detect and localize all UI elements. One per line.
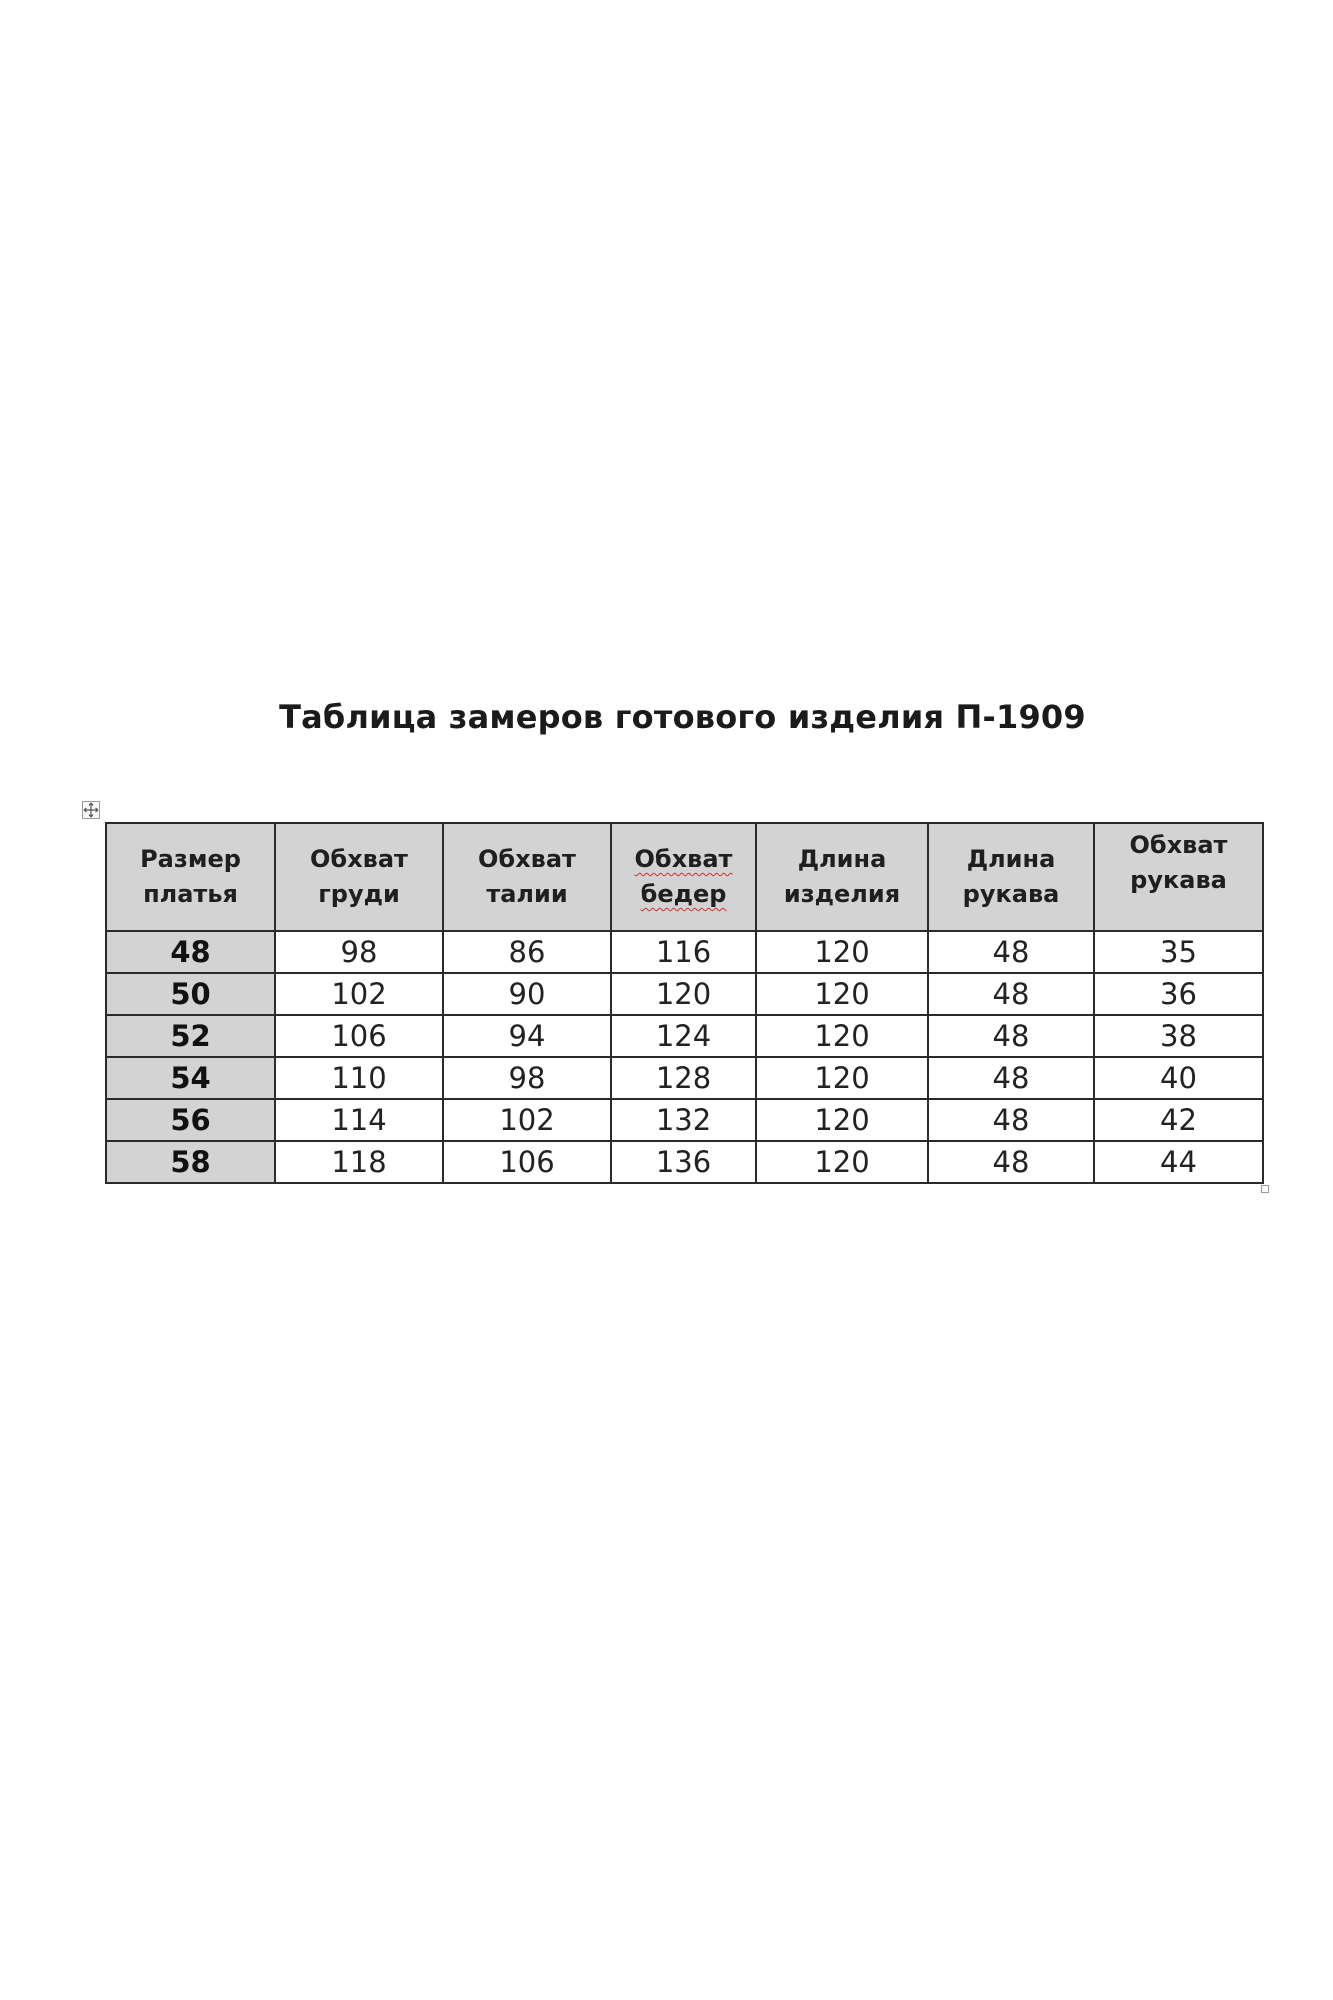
table-move-icon[interactable] <box>82 801 100 819</box>
table-cell: 48 <box>928 931 1094 973</box>
table-cell: 48 <box>928 973 1094 1015</box>
table-cell: 38 <box>1094 1015 1263 1057</box>
size-cell: 50 <box>106 973 275 1015</box>
table-cell: 132 <box>611 1099 756 1141</box>
header-label: Обхват бедер <box>634 845 733 908</box>
table-cell: 114 <box>275 1099 443 1141</box>
table-cell: 124 <box>611 1015 756 1057</box>
table-cell: 90 <box>443 973 611 1015</box>
header-label: Длина рукава <box>962 845 1060 908</box>
table-cell: 102 <box>443 1099 611 1141</box>
header-label: Обхват талии <box>478 845 576 908</box>
table-cell: 120 <box>756 1057 928 1099</box>
size-cell: 58 <box>106 1141 275 1183</box>
size-cell: 54 <box>106 1057 275 1099</box>
table-row <box>106 1141 1263 1183</box>
table-cell: 106 <box>443 1141 611 1183</box>
size-cell: 56 <box>106 1099 275 1141</box>
header-label: Размер платья <box>140 845 241 908</box>
header-label: Обхват груди <box>310 845 408 908</box>
table-cell: 120 <box>756 931 928 973</box>
table-cell: 98 <box>443 1057 611 1099</box>
table-cell: 44 <box>1094 1141 1263 1183</box>
table-cell: 36 <box>1094 973 1263 1015</box>
table-cell: 42 <box>1094 1099 1263 1141</box>
header-hips <box>611 823 756 931</box>
table-row <box>106 931 1263 973</box>
table-cell: 106 <box>275 1015 443 1057</box>
table-cell: 48 <box>928 1057 1094 1099</box>
size-cell: 48 <box>106 931 275 973</box>
table-cell: 48 <box>928 1141 1094 1183</box>
size-measurements-table <box>105 822 1264 1184</box>
table-header-row <box>106 823 1263 931</box>
header-label: Обхват рукава <box>1129 831 1228 894</box>
table-cell: 110 <box>275 1057 443 1099</box>
header-dress-size <box>106 823 275 931</box>
table-row <box>106 1057 1263 1099</box>
table-cell: 128 <box>611 1057 756 1099</box>
table-cell: 120 <box>756 973 928 1015</box>
table-row <box>106 1015 1263 1057</box>
header-waist <box>443 823 611 931</box>
table-cell: 136 <box>611 1141 756 1183</box>
table-cell: 40 <box>1094 1057 1263 1099</box>
size-cell: 52 <box>106 1015 275 1057</box>
page-title: Таблица замеров готового изделия П-1909 <box>279 698 1086 736</box>
table-cell: 94 <box>443 1015 611 1057</box>
table-resize-icon[interactable] <box>1261 1185 1269 1193</box>
table-cell: 48 <box>928 1015 1094 1057</box>
table-row <box>106 973 1263 1015</box>
table-cell: 118 <box>275 1141 443 1183</box>
header-length <box>756 823 928 931</box>
table-cell: 120 <box>756 1015 928 1057</box>
table-cell: 102 <box>275 973 443 1015</box>
table-row <box>106 1099 1263 1141</box>
header-label: Длина изделия <box>783 845 901 908</box>
table-cell: 120 <box>756 1141 928 1183</box>
header-chest <box>275 823 443 931</box>
table-cell: 120 <box>611 973 756 1015</box>
table-cell: 48 <box>928 1099 1094 1141</box>
table-cell: 98 <box>275 931 443 973</box>
table-cell: 116 <box>611 931 756 973</box>
header-sleeve-length <box>928 823 1094 931</box>
table-cell: 35 <box>1094 931 1263 973</box>
table-cell: 120 <box>756 1099 928 1141</box>
header-sleeve-girth <box>1094 823 1263 931</box>
table-cell: 86 <box>443 931 611 973</box>
